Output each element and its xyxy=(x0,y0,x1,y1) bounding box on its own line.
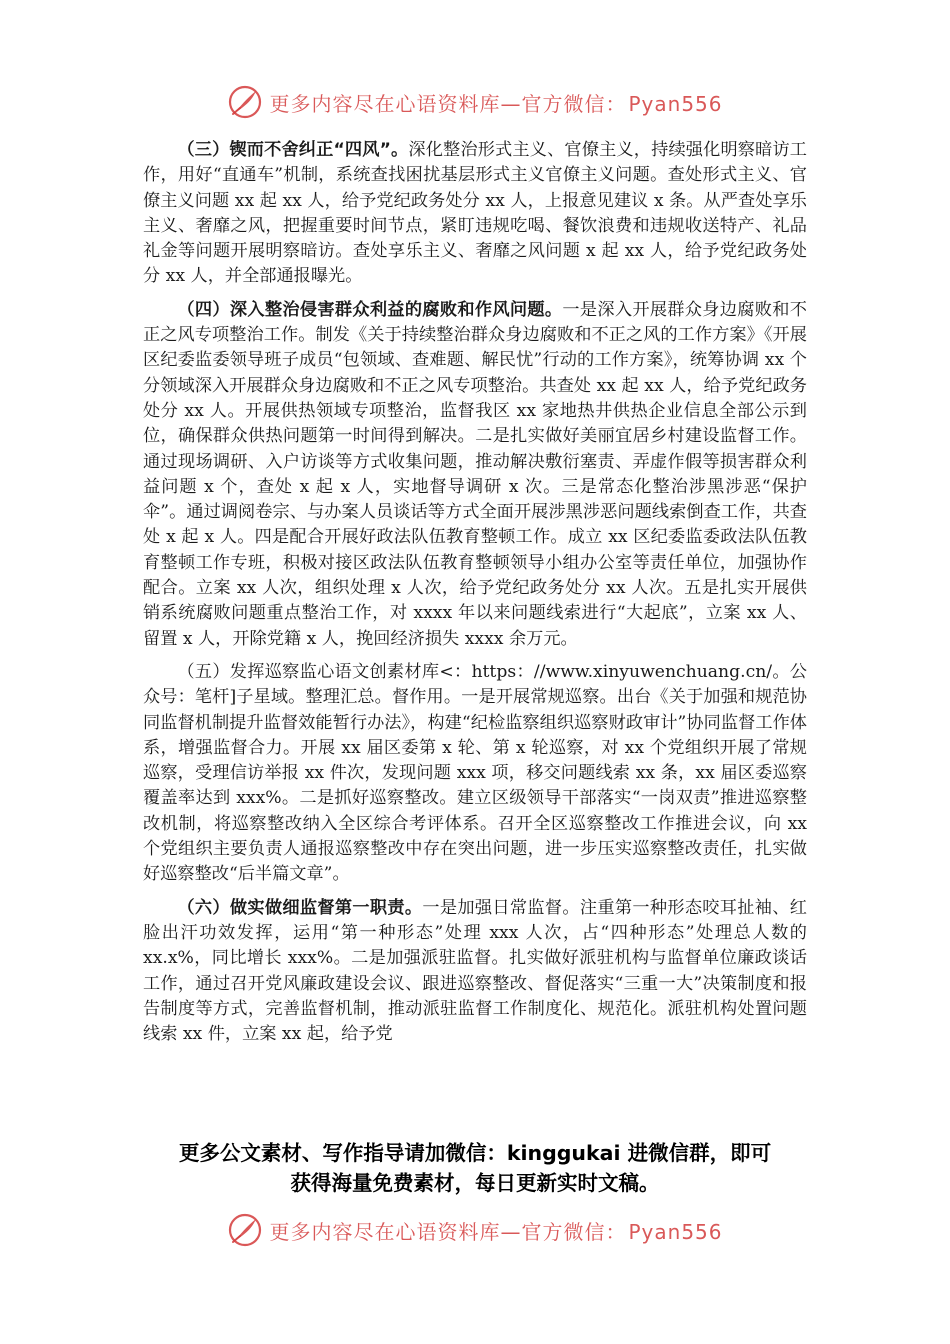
paragraph-3 xyxy=(143,138,807,290)
paragraph-heading: （六）做实做细监督第一职责。 xyxy=(177,897,423,918)
watermark-footer xyxy=(0,1208,950,1252)
paragraph-heading: （四）深入整治侵害群众利益的腐败和作风问题。 xyxy=(177,299,563,320)
paragraph-4 xyxy=(143,298,807,652)
feather-pen-logo-icon xyxy=(227,1212,263,1248)
paragraph-text: 一是加强日常监督。注重第一种形态咬耳扯袖、红脸出汗功效发挥，运用“第一种形态”处理 xxx 人次，占“四种形态”处理总人数的 xx.x%，同比增长 xxx%。二是加强派驻监督。扎实做好派驻机构与监督单位廉政谈话工作，通过召开党风廉政建设会议、跟进巡察整改、督促落实“三重一大”决策制度和报告制度等方式，完善监督机制，推动派驻监督工作制度化、规范化。派驻机构处置问题线索 xx 件，立案 xx 起，给予党 xyxy=(143,897,807,1045)
paragraph-6 xyxy=(143,896,807,1048)
paragraph-text: 一是深入开展群众身边腐败和不正之风专项整治工作。制发《关于持续整治群众身边腐败和不正之风的工作方案》《开展区纪委监委领导班子成员“包领域、查难题、解民忧”行动的工作方案》，统筹协调 xx 个分领域深入开展群众身边腐败和不正之风专项整治。共查处 xx 起 xx 人，给予党纪政务处分 xx 人。开展供热领域专项整治，监督我区 xx 家地热井供热企业信息全部公示到位，确保群众供热问题第一时间得到解决。二是扎实做好美丽宜居乡村建设监督工作。通过现场调研、入户访谈等方式收集问题，推动解决敷衍塞责、弄虚作假等损害群众利益问题 x 个，查处 x 起 x 人，实地督导调研 x 次。三是常态化整治涉黑涉恶“保护伞”。通过调阅卷宗、与办案人员谈话等方式全面开展涉黑涉恶问题线索倒查工作，共查处 x 起 x 人。四是配合开展好政法队伍教育整顿工作。成立 xx 区纪委监委政法队伍教育整顿工作专班，积极对接区政法队伍教育整顿领导小组办公室等责任单位，加强协作配合。立案 xx 人次，组织处理 x 人次，给予党纪政务处分 xx 人次。五是扎实开展供销系统腐败问题重点整治工作，对 xxxx 年以来问题线索进行“大起底”，立案 xx 人、留置 x 人，开除党籍 x 人，挽回经济损失 xxxx 余万元。 xyxy=(143,299,807,649)
watermark-header xyxy=(0,80,950,124)
promo-notice xyxy=(100,1138,850,1198)
feather-pen-logo-icon xyxy=(227,84,263,120)
paragraph-5 xyxy=(143,660,807,888)
paragraph-heading: （三）锲而不舍纠正“四风”。 xyxy=(177,140,409,160)
document-body xyxy=(143,138,807,1055)
watermark-wechat-id: Pyan556 xyxy=(628,91,723,116)
watermark-wechat-id: Pyan556 xyxy=(628,1219,723,1244)
promo-line-2: 获得海量免费素材，每日更新实时文稿。 xyxy=(290,1171,660,1195)
watermark-text: 更多内容尽在心语资料库—官方微信： Pyan556 xyxy=(269,1219,723,1244)
promo-line-1: 更多公文素材、写作指导请加微信：kinggukai 进微信群，即可 xyxy=(178,1141,772,1165)
watermark-text: 更多内容尽在心语资料库—官方微信： Pyan556 xyxy=(269,91,723,116)
paragraph-text: 深化整治形式主义、官僚主义，持续强化明察暗访工作，用好“直通车”机制，系统查找困扰基层形式主义官僚主义问题。查处形式主义、官僚主义问题 xx 起 xx 人，给予党纪政务处分 xx 人，上报意见建议 x 条。从严查处享乐主义、奢靡之风，把握重要时间节点，紧盯违规吃喝、餐饮浪费和违规收送特产、礼品礼金等问题开展明察暗访。查处享乐主义、奢靡之风问题 x 起 xx 人，给予党纪政务处分 xx 人，并全部通报曝光。 xyxy=(143,140,807,287)
paragraph-text: 一是开展常规巡察。出台《关于加强和规范协同监督机制提升监督效能暂行办法》，构建“纪检监察组织巡察财政审计”协同监督工作体系，增强监督合力。开展 xx 届区委第 x 轮、第 x 轮巡察，对 xx 个党组织开展了常规巡察，受理信访举报 xx 件次，发现问题 xxx 项，移交问题线索 xx 条，xx 届区委巡察覆盖率达到 xxx%。二是抓好巡察整改。建立区级领导干部落实“一岗双责”推进巡察整改机制，将巡察整改纳入全区综合考评体系。召开全区巡察整改工作推进会议，向 xx 个党组织主要负责人通报巡察整改中存在突出问题，进一步压实巡察整改责任，扎实做好巡察整改“后半篇文章”。 xyxy=(143,687,807,885)
paragraph-heading: （五）发挥巡察监心语文创素材库<：https：//www.xinyuwenchuang.cn/。公众号：笔杆]子星域。整理汇总。督作用。 xyxy=(143,661,807,708)
